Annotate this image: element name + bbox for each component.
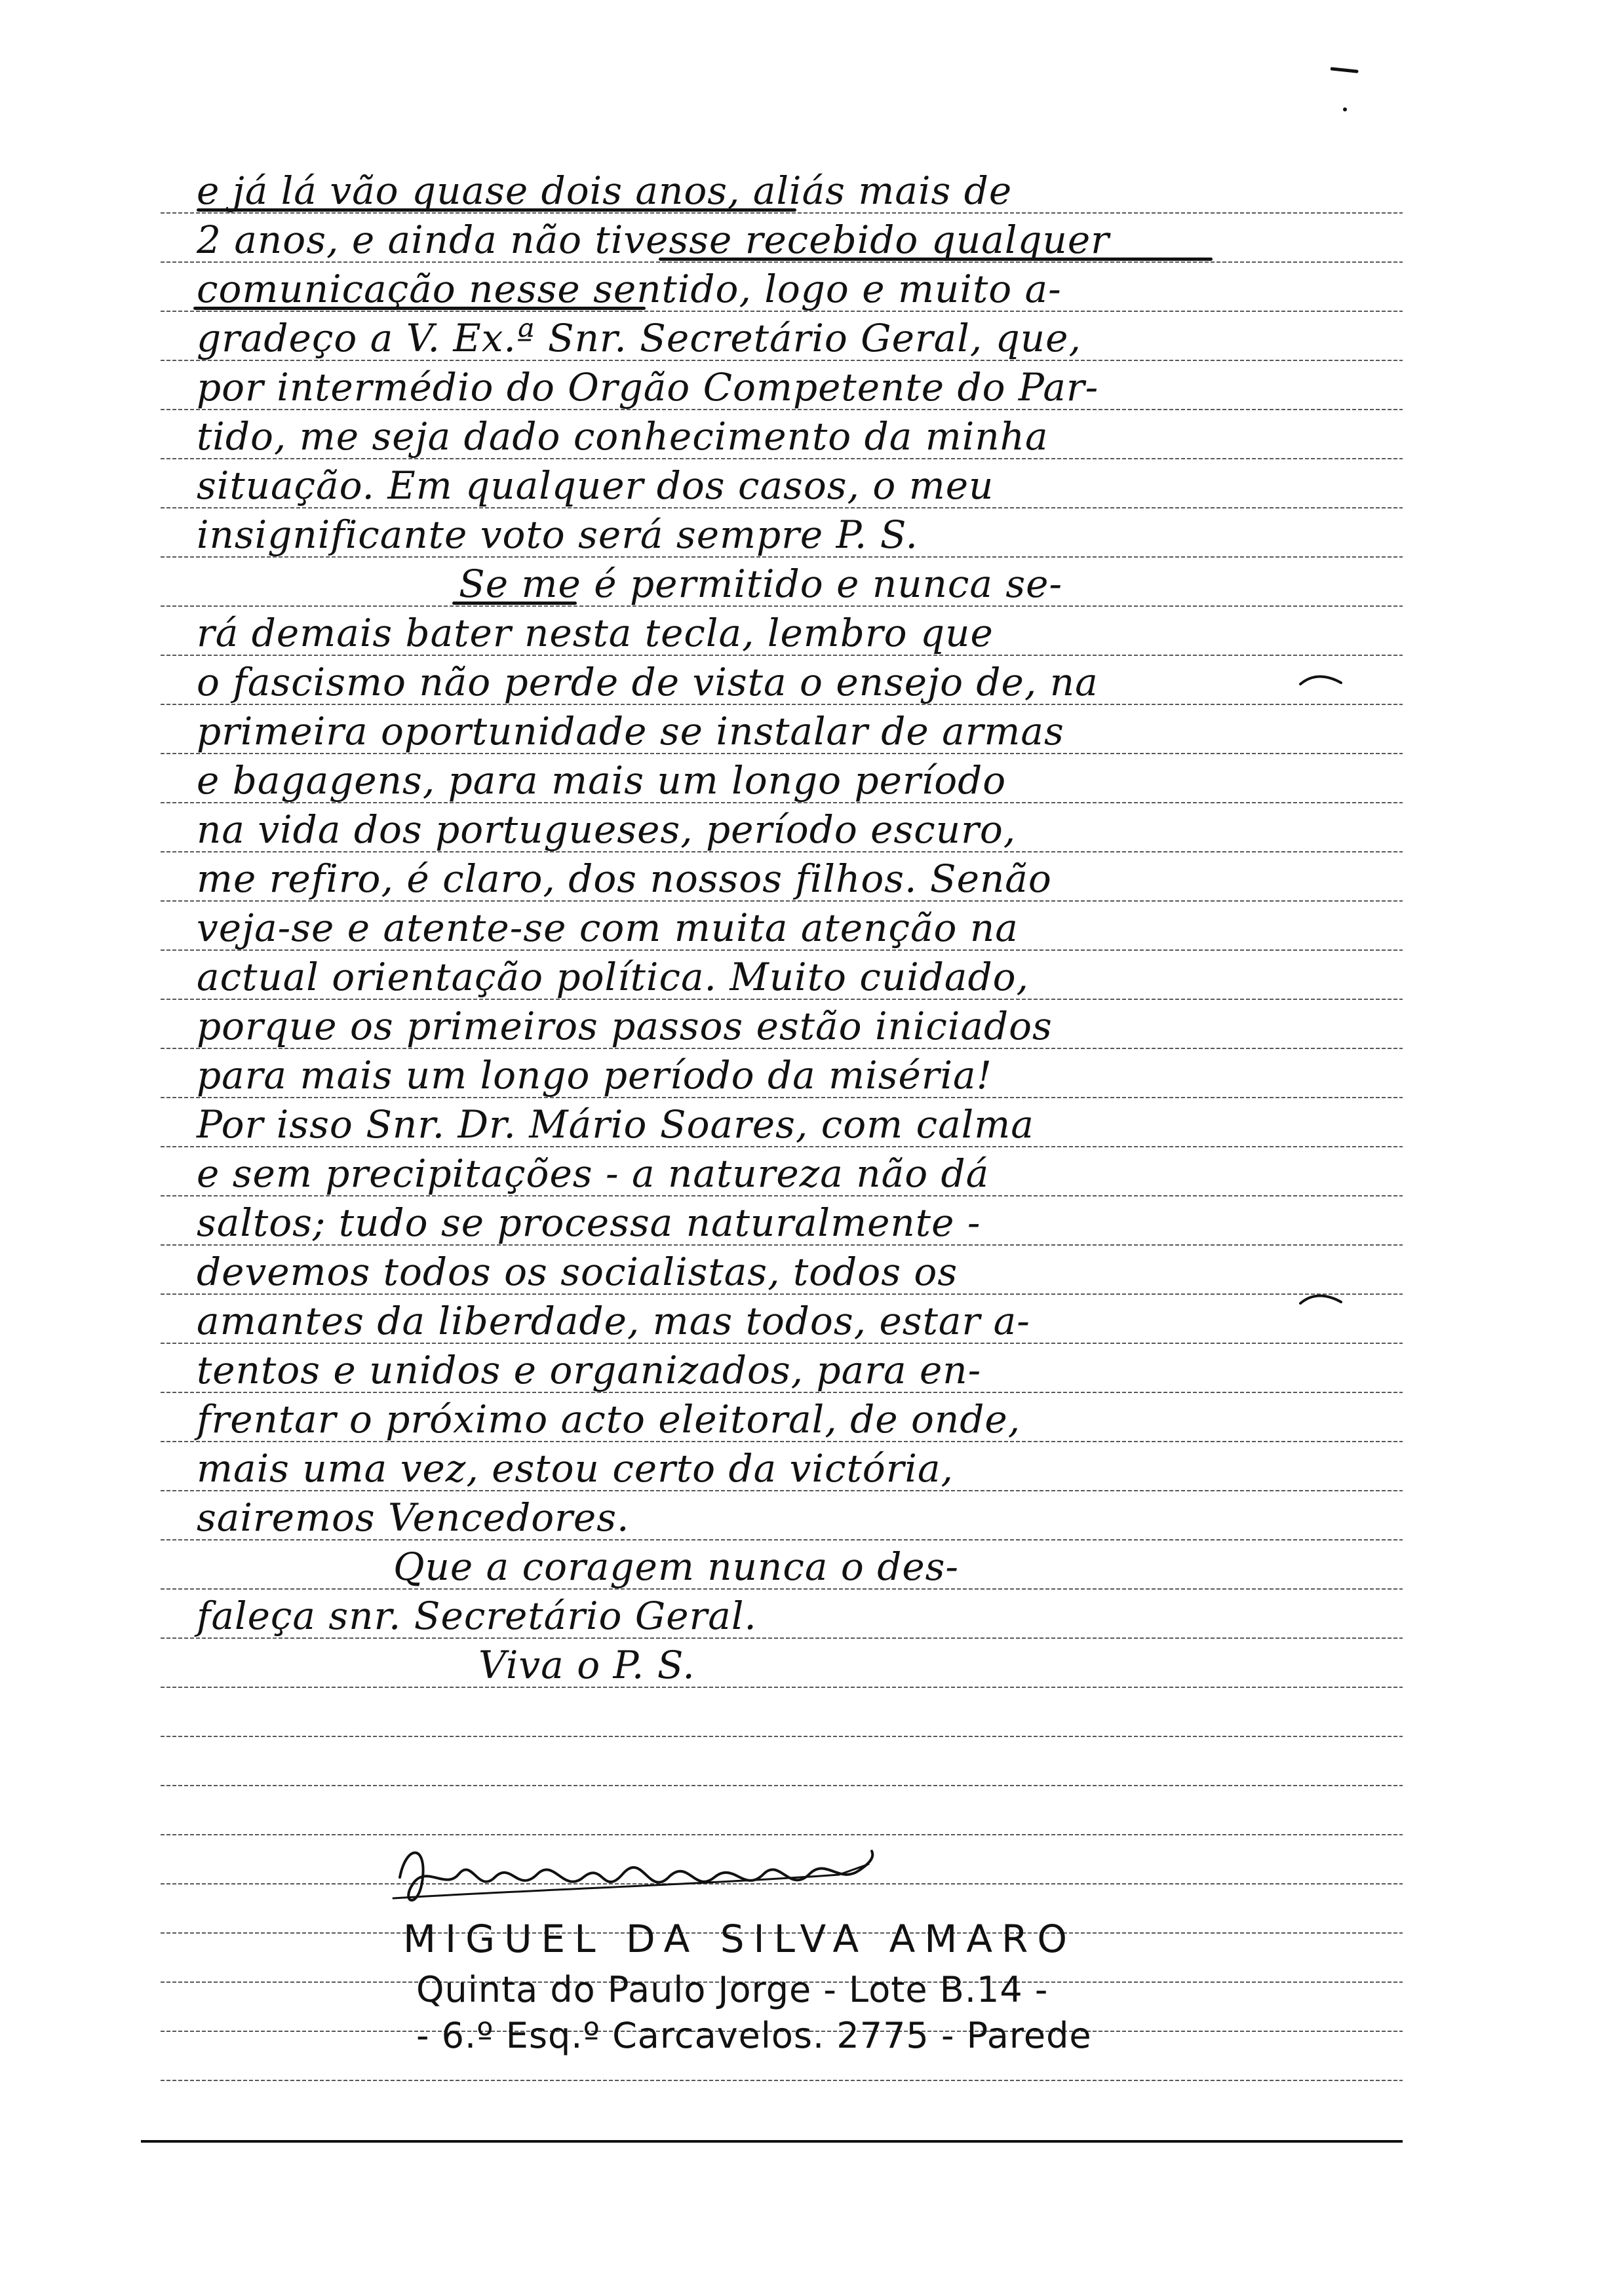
letter-line: por intermédio do Orgão Competente do Par- (197, 365, 1099, 410)
letter-line: Por isso Snr. Dr. Mário Soares, com calma (197, 1102, 1034, 1147)
letter-line: Se me é permitido e nunca se- (459, 562, 1063, 606)
letter-line: frentar o próximo acto eleitoral, de onde, (197, 1397, 1021, 1442)
letter-line: me refiro, é claro, dos nossos filhos. Senão (197, 856, 1052, 901)
address-line: Quinta do Paulo Jorge - Lote B.14 - (416, 1969, 1049, 2010)
letter-line: porque os primeiros passos estão iniciados (197, 1004, 1053, 1048)
letter-line: rá demais bater nesta tecla, lembro que (197, 611, 994, 655)
printed-name: MIGUEL DA SILVA AMARO (403, 1917, 1076, 1961)
handwritten-signature (387, 1838, 885, 1917)
letter-line: e já lá vão quase dois anos, aliás mais de (197, 168, 1013, 213)
letter-closing: Viva o P. S. (478, 1643, 695, 1687)
letter-line: e bagagens, para mais um longo período (197, 758, 1007, 803)
letter-line: para mais um longo período da miséria! (197, 1053, 992, 1098)
letter-line: 2 anos, e ainda não tivesse recebido qualquer (197, 218, 1110, 262)
letter-line: tentos e unidos e organizados, para en- (197, 1348, 982, 1392)
letter-line: insignificante voto será sempre P. S. (197, 512, 918, 557)
address-line: - 6.º Esq.º Carcavelos. 2775 - Parede (416, 2015, 1092, 2056)
letter-line: tido, me seja dado conhecimento da minha (197, 414, 1049, 459)
letter-line: Que a coragem nunca o des- (393, 1544, 960, 1589)
letter-line: veja-se e atente-se com muita atenção na (197, 906, 1019, 950)
letter-line: o fascismo não perde de vista o ensejo de, na (197, 660, 1099, 704)
letter-line: mais uma vez, estou certo da victória, (197, 1446, 954, 1491)
letter-line: sairemos Vencedores. (197, 1495, 630, 1540)
letter-line: e sem precipitações - a natureza não dá (197, 1151, 990, 1196)
letter-line: na vida dos portugueses, período escuro, (197, 807, 1017, 852)
letter-line: amantes da liberdade, mas todos, estar a- (197, 1299, 1030, 1343)
letter-line: comunicação nesse sentido, logo e muito a- (197, 267, 1062, 311)
letter-line: devemos todos os socialistas, todos os (197, 1250, 958, 1294)
letter-line: situação. Em qualquer dos casos, o meu (197, 463, 994, 508)
letter-line: actual orientação política. Muito cuidado, (197, 955, 1029, 999)
letter-line: saltos; tudo se processa naturalmente - (197, 1200, 981, 1245)
letter-line: faleça snr. Secretário Geral. (197, 1594, 757, 1638)
letter-line: primeira oportunidade se instalar de armas (197, 709, 1064, 754)
letter-line: gradeço a V. Ex.ª Snr. Secretário Geral, que, (197, 316, 1081, 360)
